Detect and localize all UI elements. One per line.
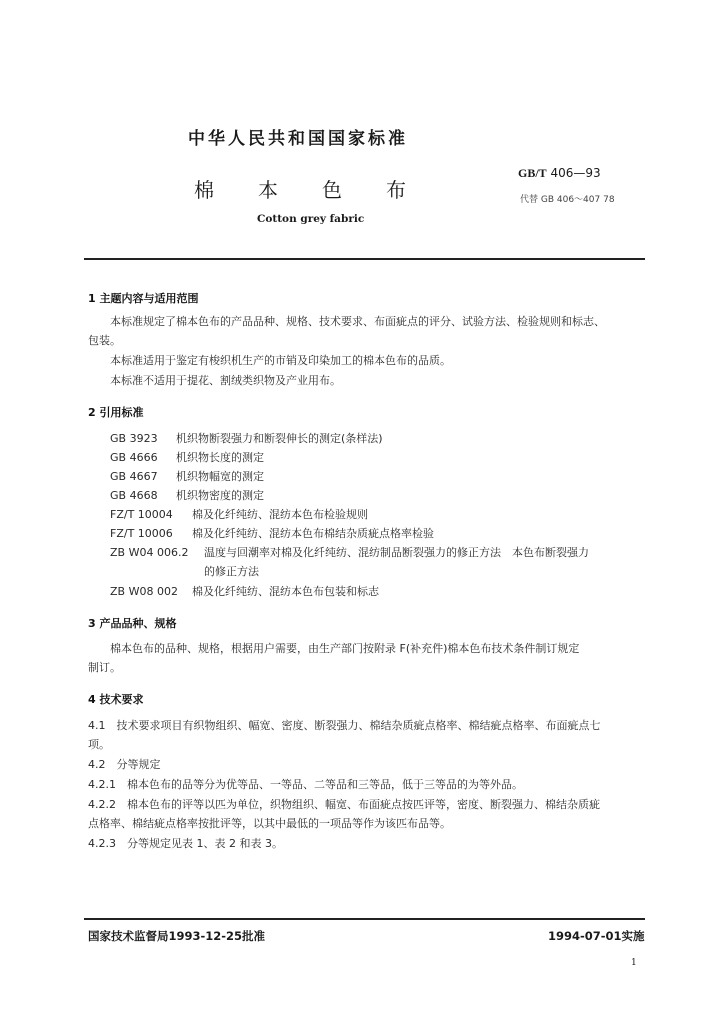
reference-item: [110, 431, 383, 447]
page-number: 1: [631, 958, 637, 968]
reference-item: [110, 450, 264, 466]
reference-title: 机织物密度的测定: [176, 489, 264, 502]
replaces-note: 代替 GB 406～407 78: [520, 195, 615, 205]
reference-title: 棉及化纤纯纺、混纺本色布包装和标志: [192, 585, 379, 598]
section-1-paragraph: 本标准适用于鉴定有梭织机生产的市销及印染加工的棉本色布的品质。: [110, 354, 451, 367]
reference-item: [110, 584, 379, 600]
reference-code: GB 3923: [110, 432, 158, 445]
section-3-paragraph: 棉本色布的品种、规格，根据用户需要，由生产部门按附录 F(补充件)棉本色布技术条件制订规定: [110, 642, 580, 655]
reference-code: FZ/T 10004: [110, 508, 173, 521]
clause-4-2-3: 4.2.3 分等规定见表 1、表 2 和表 3。: [88, 837, 283, 850]
clause-4-2-2-cont: 点格率、棉结疵点格率按批评等，以其中最低的一项品等作为该匹布品等。: [88, 817, 451, 830]
reference-title: 温度与回潮率对棉及化纤纯纺、混纺制品断裂强力的修正方法 本色布断裂强力: [204, 546, 589, 559]
header-divider: [84, 258, 645, 260]
standard-code-prefix: GB/T: [518, 166, 547, 180]
reference-item: [110, 507, 368, 523]
clause-4-2: 4.2 分等规定: [88, 758, 161, 771]
section-1-paragraph-cont: 包装。: [88, 334, 121, 347]
title-char: 本: [258, 178, 278, 202]
title-char: 色: [322, 178, 342, 202]
title-char: 棉: [194, 178, 214, 202]
document-title-en: Cotton grey fabric: [257, 213, 365, 225]
reference-code: ZB W04 006.2: [110, 546, 189, 559]
section-1-paragraph: 本标准规定了棉本色布的产品品种、规格、技术要求、布面疵点的评分、试验方法、检验规则和标志、: [110, 315, 605, 328]
section-1-paragraph: 本标准不适用于提花、割绒类织物及产业用布。: [110, 374, 341, 387]
reference-code: ZB W08 002: [110, 585, 178, 598]
reference-title: 棉及化纤纯纺、混纺本色布棉结杂质疵点格率检验: [192, 527, 434, 540]
reference-title: 机织物幅宽的测定: [176, 470, 264, 483]
footer-divider: [84, 918, 645, 920]
standard-code: [518, 166, 601, 181]
approval-date: 国家技术监督局1993-12-25批准: [88, 929, 266, 943]
reference-code: GB 4667: [110, 470, 158, 483]
reference-code: FZ/T 10006: [110, 527, 173, 540]
reference-item: [110, 526, 434, 542]
standard-name: 中华人民共和国国家标准: [188, 129, 408, 149]
reference-title: 机织物断裂强力和断裂伸长的测定(条样法): [176, 432, 383, 445]
reference-code: GB 4666: [110, 451, 158, 464]
reference-item: [110, 488, 264, 504]
document-title: [194, 174, 450, 203]
section-4-heading: 4 技术要求: [88, 693, 144, 706]
reference-title: 机织物长度的测定: [176, 451, 264, 464]
clause-4-1: 4.1 技术要求项目有织物组织、幅宽、密度、断裂强力、棉结杂质疵点格率、棉结疵点格率、布面疵点七: [88, 719, 601, 732]
section-3-heading: 3 产品品种、规格: [88, 617, 177, 630]
reference-title-cont: 的修正方法: [204, 565, 259, 578]
reference-item: [110, 469, 264, 485]
implementation-date: 1994-07-01实施: [548, 929, 645, 943]
reference-title: 棉及化纤纯纺、混纺本色布检验规则: [192, 508, 368, 521]
reference-code: GB 4668: [110, 489, 158, 502]
reference-item: [110, 545, 589, 561]
clause-4-2-2: 4.2.2 棉本色布的评等以匹为单位，织物组织、幅宽、布面疵点按匹评等，密度、断裂强力、棉结杂质疵: [88, 798, 600, 811]
clause-4-1-cont: 项。: [88, 738, 110, 751]
section-3-paragraph-cont: 制订。: [88, 661, 121, 674]
clause-4-2-1: 4.2.1 棉本色布的品等分为优等品、一等品、二等品和三等品，低于三等品的为等外品。: [88, 778, 523, 791]
standard-code-number: 406—93: [550, 166, 601, 180]
section-1-heading: 1 主题内容与适用范围: [88, 292, 199, 305]
section-2-heading: 2 引用标准: [88, 406, 144, 419]
title-char: 布: [386, 178, 406, 202]
